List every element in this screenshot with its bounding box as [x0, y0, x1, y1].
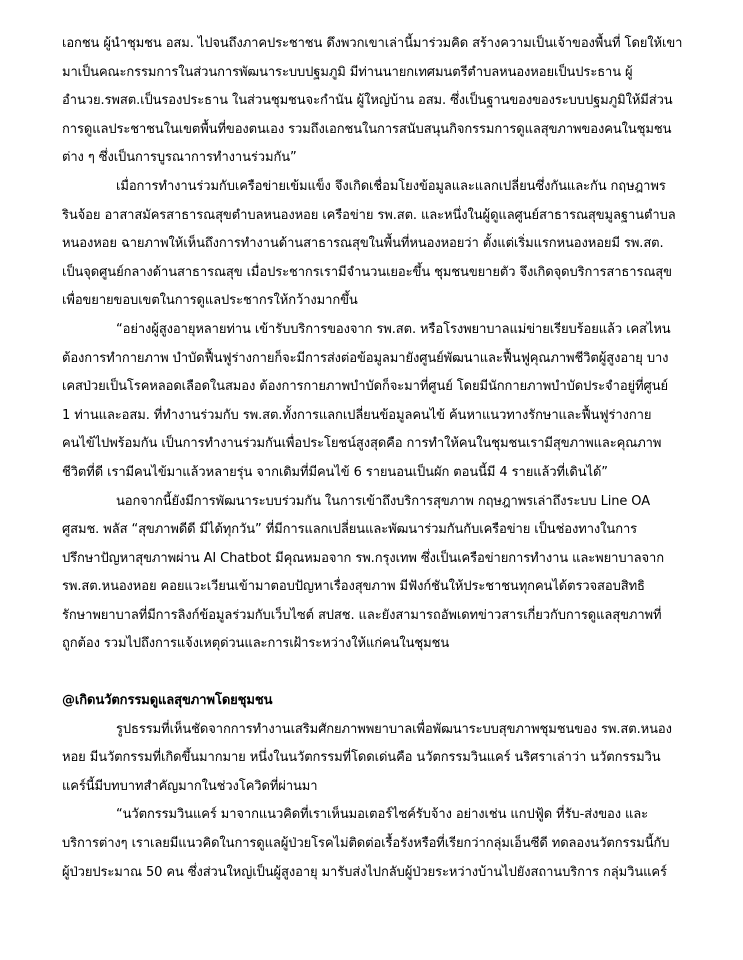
section-heading: @เกิดนวัตกรรมดูแลสุขภาพโดยชุมชน [62, 693, 273, 709]
text-line: เพื่อขยายขอบเขตในการดูแลประชากรให้กว้างมากขึ้น [62, 293, 358, 309]
text-line: “นวัตกรรมวินแคร์ มาจากแนวคิดที่เราเห็นมอเตอร์ไซค์รับจ้าง อย่างเช่น แกปฟู้ด ที่รับ-ส่งของ และ [116, 807, 649, 823]
text-line: นอกจากนี้ยังมีการพัฒนาระบบร่วมกัน ในการเข้าถึงบริการสุขภาพ กฤษฎาพรเล่าถึงระบบ Line OA [116, 493, 650, 509]
text-line: ปรึกษาปัญหาสุขภาพผ่าน AI Chatbot มีคุณหมอจาก รพ.กรุงเทพ ซึ่งเป็นเครือข่ายการทำงาน และพยาบาลจาก [62, 550, 665, 566]
text-line: คนไข้ไปพร้อมกัน เป็นการทำงานร่วมกันเพื่อประโยชน์สูงสุดคือ การทำให้คนในชุมชนเรามีสุขภาพและคุณภาพ [62, 436, 662, 452]
text-line: ต้องการทำกายภาพ บำบัดฟื้นฟูร่างกายก็จะมีการส่งต่อข้อมูลมายังศูนย์พัฒนาและฟื้นฟูคุณภาพชีวิตผู้สูงอายุ บาง [62, 350, 669, 366]
text-line: หอย มีนวัตกรรมที่เกิดขึ้นมากมาย หนึ่งในนวัตกรรมที่โดดเด่นคือ นวัตกรรมวินแคร์ นริศราเล่าว่า นวัตกรรมวิน [62, 750, 661, 766]
text-line: 1 ท่านและอสม. ที่ทำงานร่วมกับ รพ.สต.ทั้งการแลกเปลี่ยนข้อมูลคนไข้ ค้นหาแนวทางรักษาและฟื้นฟูร่างกาย [62, 407, 652, 423]
text-line: แคร์นี้มีบทบาทสำคัญมากในช่วงโควิดที่ผ่านมา [62, 778, 318, 794]
text-line: เมื่อการทำงานร่วมกับเครือข่ายเข้มแข็ง จึงเกิดเชื่อมโยงข้อมูลและแลกเปลี่ยนซึ่งกันและกัน กฤษฎาพร [116, 178, 666, 194]
text-line: รักษาพยาบาลที่มีการลิงก์ข้อมูลร่วมกับเว็บไซต์ สปสช. และยังสามารถอัพเดทข่าวสารเกี่ยวกับการดูแลสุขภาพที่ [62, 607, 662, 623]
paragraph-4 [62, 488, 692, 660]
text-line: เคสป่วยเป็นโรคหลอดเลือดในสมอง ต้องการกายภาพบำบัดก็จะมาที่ศูนย์ โดยมีนักกายภาพบำบัดประจำอยู่ที่ศูนย์ [62, 379, 669, 395]
text-line: บริการต่างๆ เราเลยมีแนวคิดในการดูแลผู้ป่วยโรคไม่ติดต่อเรื้อรังหรือที่เรียกว่ากลุ่มเอ็นซีดี ทดลองนวัตกรรมนี้กับ [62, 836, 670, 852]
paragraph-5 [62, 716, 692, 802]
text-line: ต่าง ๆ ซึ่งเป็นการบูรณาการทำงานร่วมกัน” [62, 150, 297, 166]
paragraph-3 [62, 316, 692, 488]
text-line: ถูกต้อง รวมไปถึงการแจ้งเหตุด่วนและการเฝ้าระหว่างให้แก่คนในชุมชน [62, 636, 450, 652]
text-line: เอกชน ผู้นำชุมชน อสม. ไปจนถึงภาคประชาชน ดึงพวกเขาเล่านี้มาร่วมคิด สร้างความเป็นเจ้าของพื้นที่ โดยให้เขา [62, 36, 683, 51]
text-line: ชีวิตที่ดี เรามีคนไข้มาแล้วหลายรุ่น จากเดิมที่มีคนไข้ 6 รายนอนเป็นผัก ตอนนี้มี 4 รายแล้วที่เดินได้” [62, 464, 608, 480]
text-line: อำนวย.รพสต.เป็นรองประธาน ในส่วนชุมชนจะกำนัน ผู้ใหญ่บ้าน อสม. ซึ่งเป็นฐานของของระบบปฐมภูมิให้มีส่วน [62, 93, 673, 109]
paragraph-2 [62, 173, 692, 316]
text-line: หนองหอย ฉายภาพให้เห็นถึงการทำงานด้านสาธารณสุขในพื้นที่หนองหอยว่า ตั้งแต่เริ่มแรกหนองหอยมี รพ.สต. [62, 236, 664, 252]
text-line: “อย่างผู้สูงอายุหลายท่าน เข้ารับบริการของจาก รพ.สต. หรือโรงพยาบาลแม่ข่ายเรียบร้อยแล้ว เคสไหน [116, 321, 671, 337]
paragraph-1 [62, 30, 692, 173]
paragraph-6 [62, 801, 692, 887]
section-spacer [62, 659, 692, 687]
text-line: การดูแลประชาชนในเขตพื้นที่ของตนเอง รวมถึงเอกชนในการสนับสนุนกิจกรรมการดูแลสุขภาพของคนในชุมชน [62, 121, 672, 137]
text-line: รินจ้อย อาสาสมัครสาธารณสุขตำบลหนองหอย เครือข่าย รพ.สต. และหนึ่งในผู้ดูแลศูนย์สาธารณสุขมูลฐานตำบล [62, 207, 676, 223]
text-line: รูปธรรมที่เห็นชัดจากการทำงานเสริมศักยภาพพยาบาลเพื่อพัฒนาระบบสุขภาพชุมชนของ รพ.สต.หนอง [116, 721, 672, 737]
text-line: เป็นจุดศูนย์กลางด้านสาธารณสุข เมื่อประชากรเรามีจำนวนเยอะขึ้น ชุมชนขยายตัว จึงเกิดจุดบริการสาธารณสุข [62, 264, 672, 280]
text-line: ผู้ป่วยประมาณ 50 คน ซึ่งส่วนใหญ่เป็นผู้สูงอายุ มารับส่งไปกลับผู้ป่วยระหว่างบ้านไปยังสถานบริการ กลุ่มวินแคร์ [62, 864, 667, 880]
document-page [62, 30, 692, 887]
text-line: ศูสมช. พลัส “สุขภาพดีดี มีได้ทุกวัน” ที่มีการแลกเปลี่ยนและพัฒนาร่วมกันกับเครือข่าย เป็นช่องทางในการ [62, 522, 638, 538]
text-line: มาเป็นคณะกรรมการในส่วนการพัฒนาระบบปฐมภูมิ มีท่านนายกเทศมนตรีตำบลหนองหอยเป็นประธาน ผู้ [62, 64, 633, 80]
text-line: รพ.สต.หนองหอย คอยแวะเวียนเข้ามาตอบปัญหาเรื่องสุขภาพ มีฟังก์ชันให้ประชาชนทุกคนได้ตรวจสอบสิทธิ [62, 579, 645, 595]
